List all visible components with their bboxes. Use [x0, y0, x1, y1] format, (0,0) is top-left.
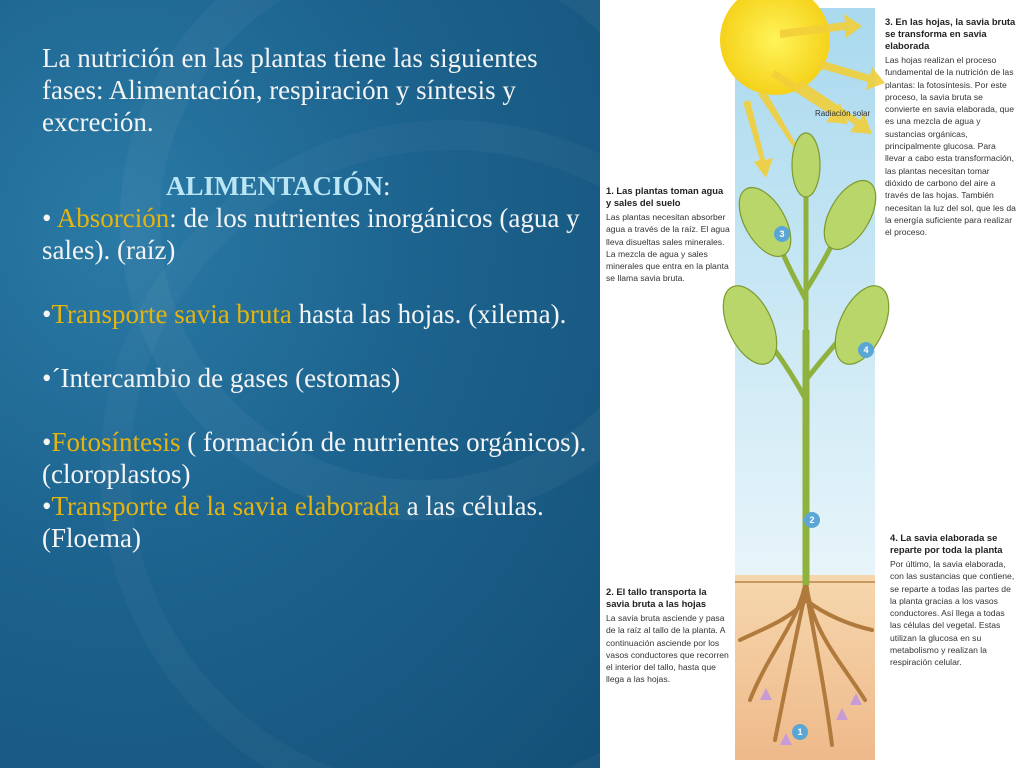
- bullet: •: [42, 491, 52, 521]
- section-heading: [42, 170, 587, 202]
- marker-2: 2: [809, 515, 815, 525]
- item-highlight: Transporte de la savia elaborada: [51, 491, 400, 521]
- caption-2: [606, 586, 731, 686]
- list-item: [42, 490, 587, 554]
- list-item: [42, 426, 587, 490]
- caption-3: [885, 16, 1018, 238]
- item-text: hasta las hojas. (xilema).: [291, 299, 567, 329]
- caption-body: La savia bruta asciende y pasa de la raíz al tallo de la planta. A continuación asciende por los vasos conductores que recorren el interior del tallo, hasta que llega a las hojas.: [606, 613, 729, 685]
- item-highlight: Fotosíntesis: [51, 427, 181, 457]
- caption-title: 2. El tallo transporta la savia bruta a las hojas: [606, 586, 707, 609]
- sun-label: Radiación solar: [815, 109, 871, 118]
- list-item: [42, 202, 587, 266]
- list-item: [42, 298, 587, 330]
- bullet: •: [42, 427, 52, 457]
- item-text: : de los nutrientes inorgánicos (agua y sales). (raíz): [42, 203, 580, 265]
- marker-1: 1: [797, 727, 803, 737]
- item-highlight: Absorción: [56, 203, 170, 233]
- caption-4: [890, 532, 1018, 669]
- bullet: •: [42, 203, 57, 233]
- caption-title: 4. La savia elaborada se reparte por toda la planta: [890, 532, 1003, 555]
- section-title: ALIMENTACIÓN: [166, 171, 384, 201]
- marker-3: 3: [779, 229, 785, 239]
- list-item: [42, 362, 587, 394]
- caption-1: [606, 185, 731, 285]
- caption-body: Las plantas necesitan absorber agua a través de la raíz. El agua lleva disueltas sales minerales. La mezcla de agua y sales minerales que entra en la planta se llama savia bruta.: [606, 212, 730, 284]
- item-text: ( formación de nutrientes orgánicos). (cloroplastos): [42, 427, 587, 489]
- bullet: •: [42, 299, 52, 329]
- section-colon: :: [383, 171, 391, 201]
- caption-title: 1. Las plantas toman agua y sales del suelo: [606, 185, 724, 208]
- caption-title: 3. En las hojas, la savia bruta se transforma en savia elaborada: [885, 16, 1016, 51]
- intro-paragraph: La nutrición en las plantas tiene las siguientes fases: Alimentación, respiración y síntesis y excreción.: [42, 43, 538, 137]
- item-text: Intercambio de gases (estomas): [60, 363, 401, 393]
- bullet: •´: [42, 363, 61, 393]
- caption-body: Por último, la savia elaborada, con las sustancias que contiene, se reparte a todas las partes de la planta gracias a los vasos conductores. Así llega a todas las células del vegetal. Estas utilizan la glucosa en su metabolismo y realizan la respiración celular.: [890, 559, 1015, 668]
- item-text: a las células. (Floema): [42, 491, 544, 553]
- plant-figure: [600, 0, 1024, 768]
- item-highlight: Transporte savia bruta: [51, 299, 292, 329]
- marker-4: 4: [863, 345, 869, 355]
- caption-body: Las hojas realizan el proceso fundamental de la nutrición de las plantas: la fotosíntesis. Por este proceso, la savia bruta se convierte en savia elaborada, que es una mezcla de agua y sustancias orgánicas, principalmente glucosa. Para llevar a cabo esta transformación, las plantas necesitan tomar dióxido de carbono del aire a través de las hojas. También necesitan la luz del sol, que les da la energía suficiente para realizar el proceso.: [885, 55, 1016, 238]
- slide-body: [42, 42, 587, 554]
